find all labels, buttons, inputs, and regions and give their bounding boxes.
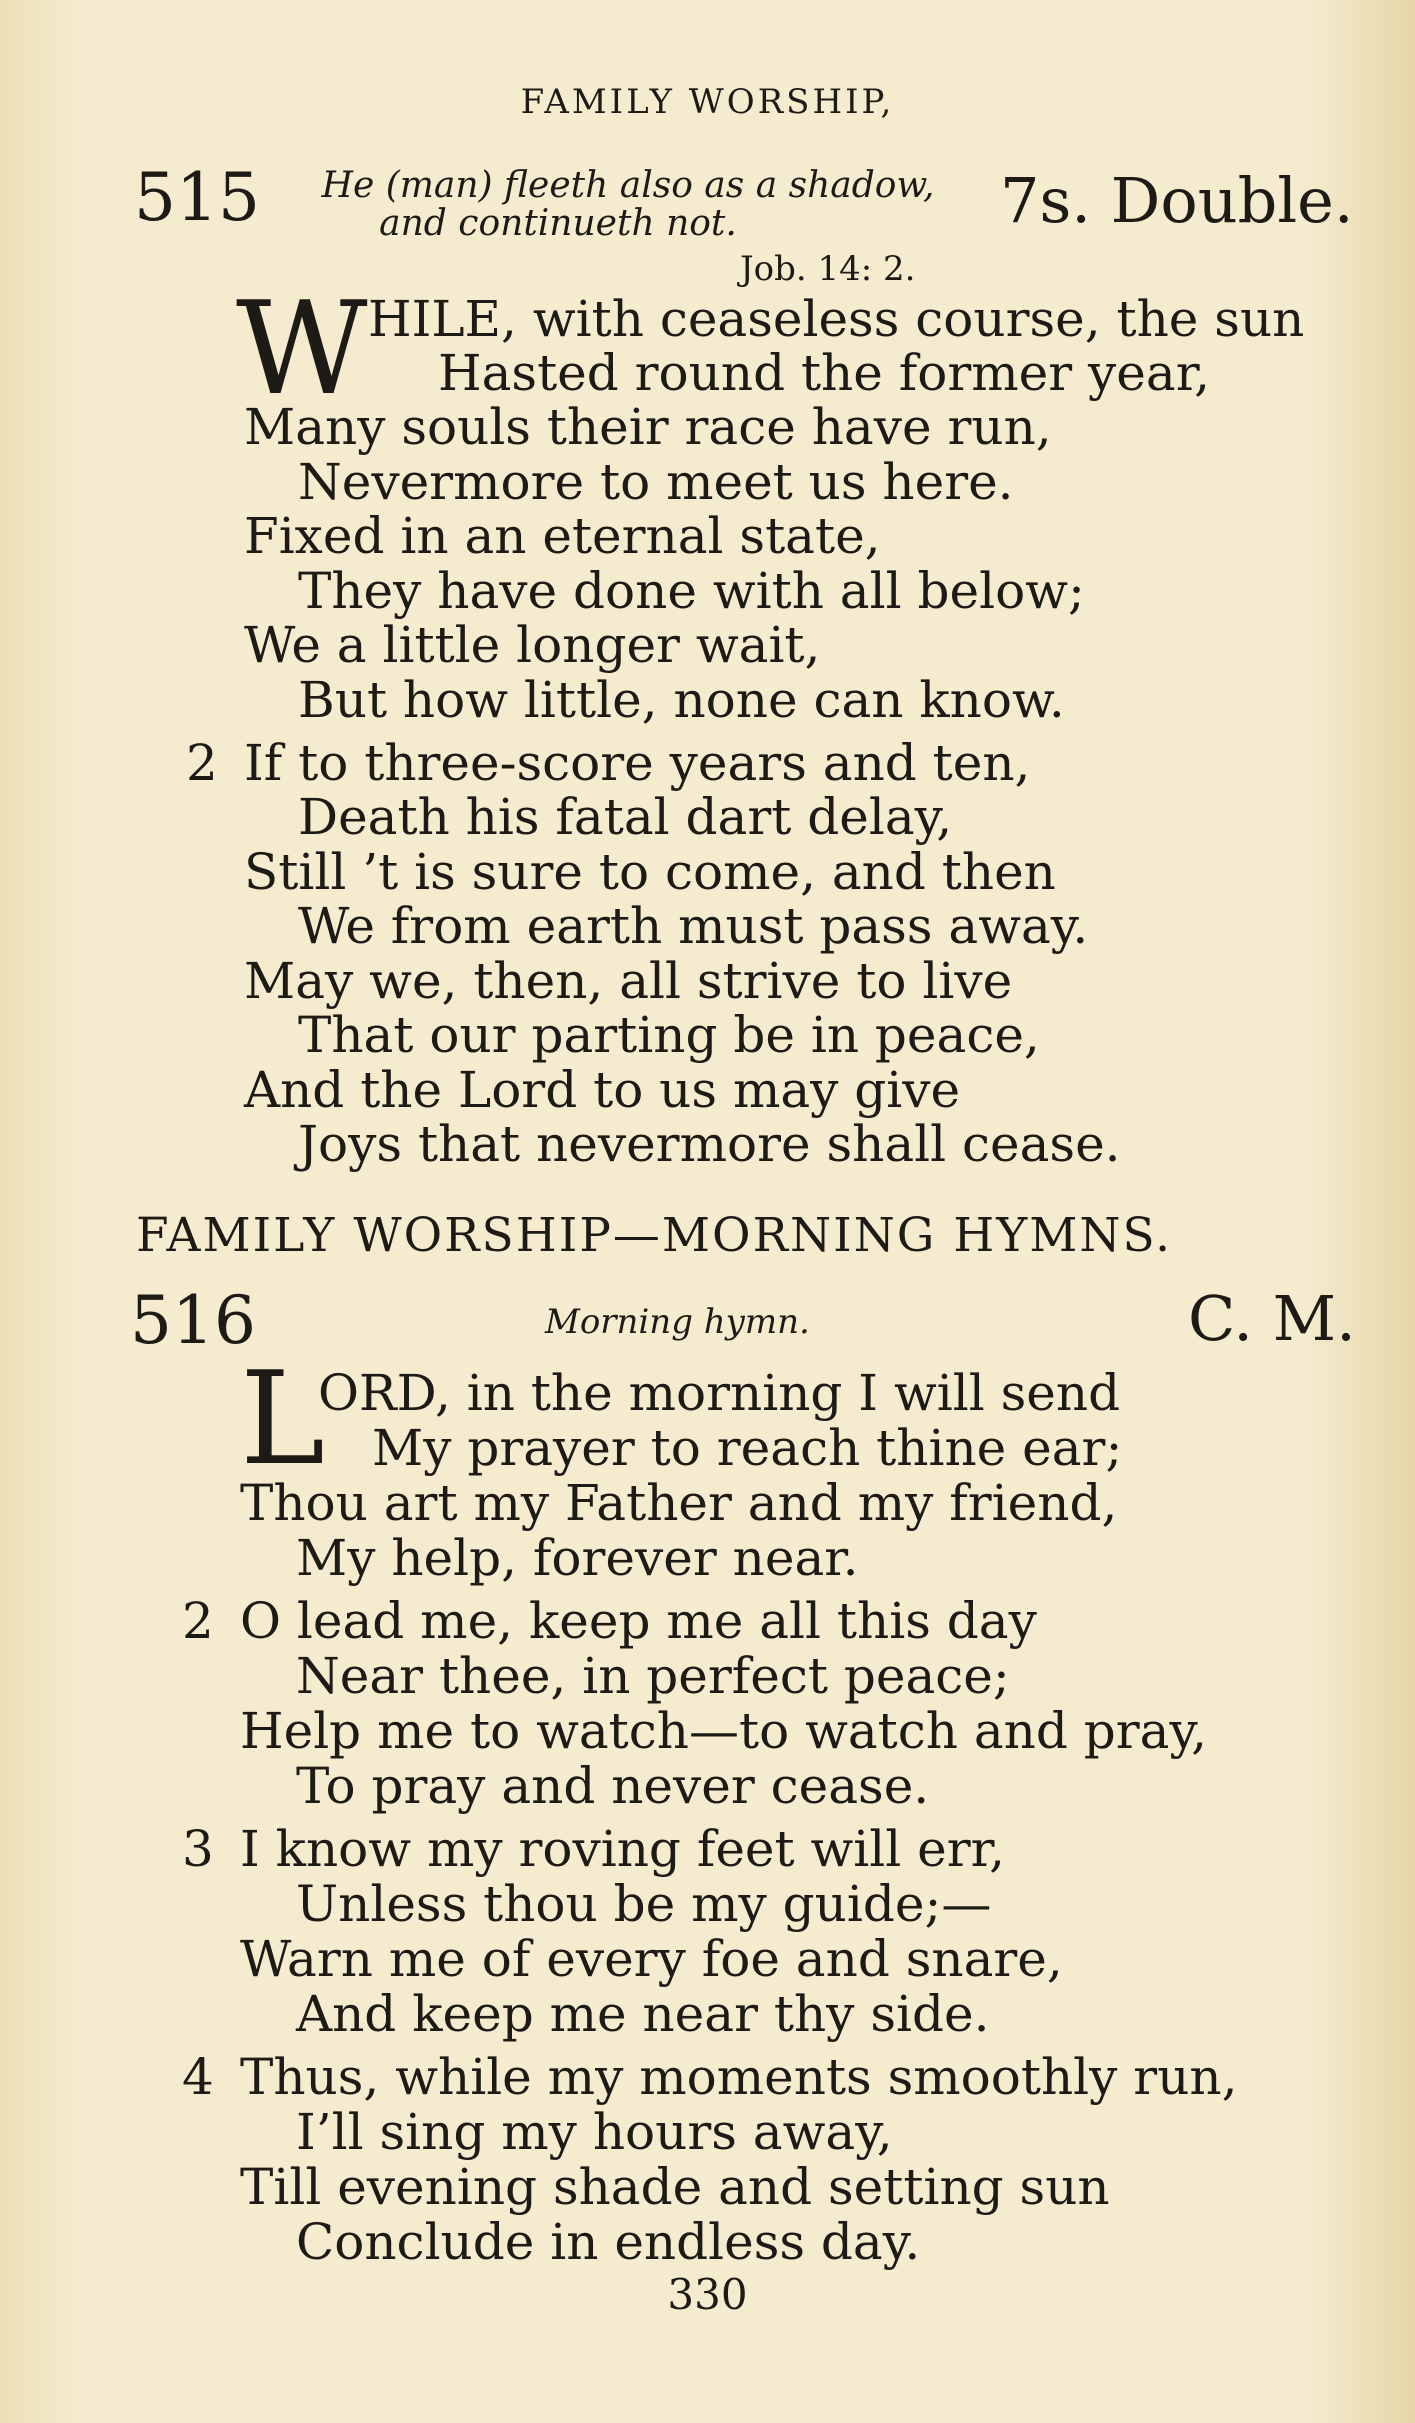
- meter-516: C. M.: [1188, 1282, 1356, 1355]
- hymn-516-line: I know my roving feet will err,: [240, 1820, 1005, 1878]
- hymn-516-line: Conclude in endless day.: [296, 2213, 921, 2271]
- drop-cap-515: W: [236, 275, 368, 424]
- hymn-515-line: Nevermore to meet us here.: [298, 453, 1014, 511]
- hymn-516-line: Thus, while my moments smoothly run,: [240, 2048, 1238, 2106]
- hymn-515-line: We from earth must pass away.: [298, 897, 1089, 955]
- superscription-line-1: He (man) fleeth also as a shadow,: [321, 165, 935, 206]
- hymn-516-line: O lead me, keep me all this day: [240, 1592, 1037, 1650]
- running-head: FAMILY WORSHIP,: [520, 82, 895, 122]
- hymn-515-line: Joys that nevermore shall cease.: [298, 1115, 1121, 1173]
- verse-number: 3: [182, 1820, 214, 1878]
- hymn-516-line: Help me to watch—to watch and pray,: [240, 1702, 1207, 1760]
- hymn-515-line: Many souls their race have run,: [244, 398, 1052, 456]
- hymn-516-line: And keep me near thy side.: [296, 1985, 990, 2043]
- verse-number: 2: [186, 734, 218, 792]
- drop-cap-516: L: [240, 1345, 325, 1494]
- hymn-516-line: Warn me of every foe and snare,: [240, 1930, 1063, 1988]
- page-number: 330: [667, 2270, 748, 2319]
- hymn-515-line: Fixed in an eternal state,: [244, 507, 881, 565]
- hymn-516-line: ORD, in the morning I will send: [318, 1364, 1121, 1422]
- hymn-516-line: My help, forever near.: [296, 1529, 859, 1587]
- hymn-515-line: We a little longer wait,: [244, 616, 821, 674]
- meter-515: 7s. Double.: [1000, 164, 1354, 237]
- verse-number: 2: [182, 1592, 214, 1650]
- hymn-516-line: Till evening shade and setting sun: [240, 2158, 1110, 2216]
- verse-number: 4: [182, 2048, 214, 2106]
- hymn-515-line: That our parting be in peace,: [298, 1006, 1040, 1064]
- hymn-516-line: I’ll sing my hours away,: [296, 2103, 893, 2161]
- hymn-515-line: But how little, none can know.: [298, 671, 1065, 729]
- hymn-515-line: HILE, with ceaseless course, the sun: [368, 290, 1305, 348]
- hymn-number-516: 516: [130, 1282, 256, 1359]
- hymn-515-line: May we, then, all strive to live: [244, 952, 1013, 1010]
- hymn-516-line: To pray and never cease.: [296, 1757, 930, 1815]
- hymn-515-line: Hasted round the former year,: [438, 344, 1210, 402]
- hymn-516-line: Thou art my Father and my friend,: [240, 1474, 1118, 1532]
- hymn-515-line: They have done with all below;: [298, 562, 1085, 620]
- hymn-516-line: Unless thou be my guide;—: [296, 1875, 992, 1933]
- hymn-516-line: My prayer to reach thine ear;: [372, 1419, 1123, 1477]
- hymn-number-515: 515: [134, 159, 260, 236]
- superscription-line-2: and continueth not.: [379, 203, 737, 244]
- hymn-515-line: And the Lord to us may give: [244, 1061, 961, 1119]
- hymn-516-line: Near thee, in perfect peace;: [296, 1647, 1010, 1705]
- scripture-reference: Job. 14: 2.: [740, 249, 916, 289]
- section-heading: FAMILY WORSHIP—MORNING HYMNS.: [136, 1208, 1173, 1263]
- hymn-515-line: Still ’t is sure to come, and then: [244, 843, 1056, 901]
- hymn-515-line: Death his fatal dart delay,: [298, 788, 953, 846]
- tune-caption: Morning hymn.: [545, 1302, 810, 1342]
- hymn-515-line: If to three-score years and ten,: [244, 734, 1031, 792]
